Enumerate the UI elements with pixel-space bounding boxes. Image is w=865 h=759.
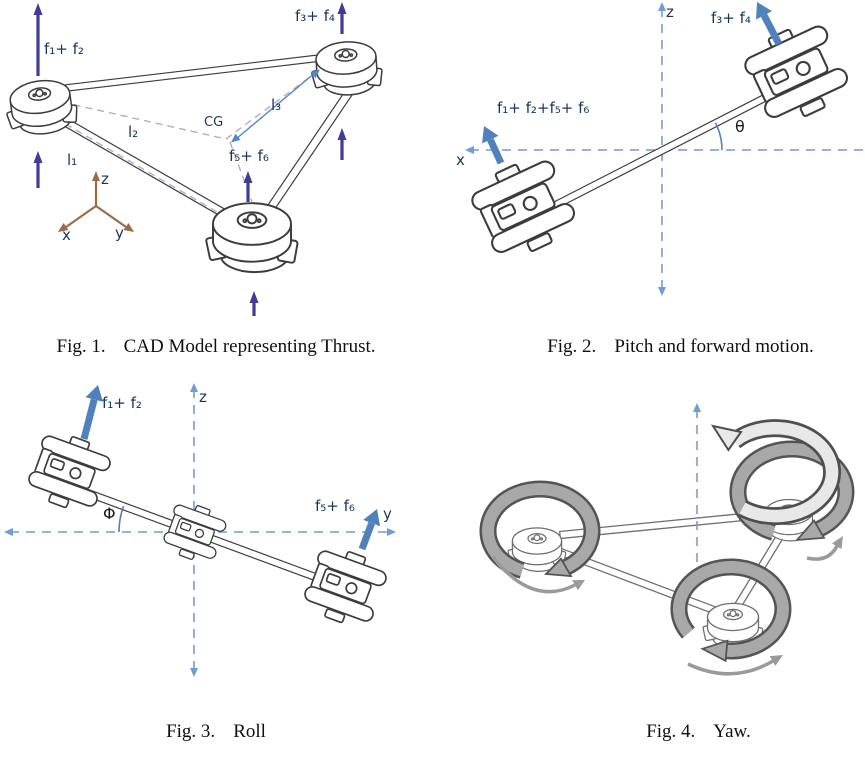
fig2-caption-text: Pitch and forward motion.	[614, 336, 814, 357]
fig1-axes-triad	[58, 171, 134, 232]
fig1-label-l1: l₁	[67, 151, 78, 169]
fig4-yaw-axis	[693, 403, 701, 562]
fig2-label-theta: θ	[735, 117, 745, 136]
fig1-label-x-axis: x	[62, 226, 71, 244]
fig2-label-z-axis: z	[666, 3, 674, 21]
fig3-rotor-left	[24, 427, 115, 517]
fig3-rod	[84, 489, 346, 592]
fig1-caption-number: Fig. 1.	[56, 336, 106, 357]
fig3-label-z-axis: z	[199, 388, 207, 406]
fig3-label-f5-f6: f₅+ f₆	[315, 497, 355, 515]
fig4-caption-text: Yaw.	[713, 721, 751, 742]
fig3-label-y-axis: y	[383, 505, 392, 523]
fig2-rotor-left	[466, 150, 582, 265]
fig2-caption-number: Fig. 2.	[547, 336, 597, 357]
fig3-label-f1-f2: f₁+ f₂	[102, 394, 142, 412]
fig3-diagram	[0, 365, 432, 715]
fig2-rotor-right	[739, 15, 855, 130]
fig1-caption-text: CAD Model representing Thrust.	[123, 336, 376, 357]
fig4-diagram	[432, 365, 865, 715]
fig3-label-phi: Φ	[103, 504, 116, 523]
fig1-label-cg: CG	[204, 115, 224, 130]
fig2-label-f3-f4: f₃+ f₄	[711, 9, 751, 27]
fig1-label-l3: l₃	[271, 96, 282, 114]
fig1-label-f1-f2: f₁+ f₂	[44, 40, 84, 58]
fig1-frame-arms	[46, 55, 355, 222]
fig1-label-f5-f6: f₅+ f₆	[229, 147, 269, 165]
fig2-label-f1-f2-f5-f6: f₁+ f₂+f₅+ f₆	[497, 99, 590, 117]
fig1-rotor-top-right	[309, 40, 383, 98]
fig4-caption	[432, 721, 865, 744]
fig3-caption	[0, 721, 472, 744]
fig1-label-l2: l₂	[128, 123, 139, 141]
fig2-caption	[432, 336, 865, 359]
fig1-rotor-bottom	[206, 203, 298, 272]
fig2-diagram	[432, 0, 865, 330]
fig1-caption	[0, 336, 492, 359]
fig3-phi-arc	[119, 506, 124, 532]
fig1-label-z-axis: z	[101, 170, 109, 188]
fig3-caption-text: Roll	[233, 721, 266, 742]
fig3-rotor-right	[300, 542, 391, 632]
fig2-label-x-axis: x	[456, 151, 465, 169]
fig3-caption-number: Fig. 3.	[166, 721, 216, 742]
fig4-caption-number: Fig. 4.	[646, 721, 696, 742]
fig1-label-f3-f4: f₃+ f₄	[295, 7, 335, 25]
fig1-label-y-axis: y	[115, 224, 124, 242]
